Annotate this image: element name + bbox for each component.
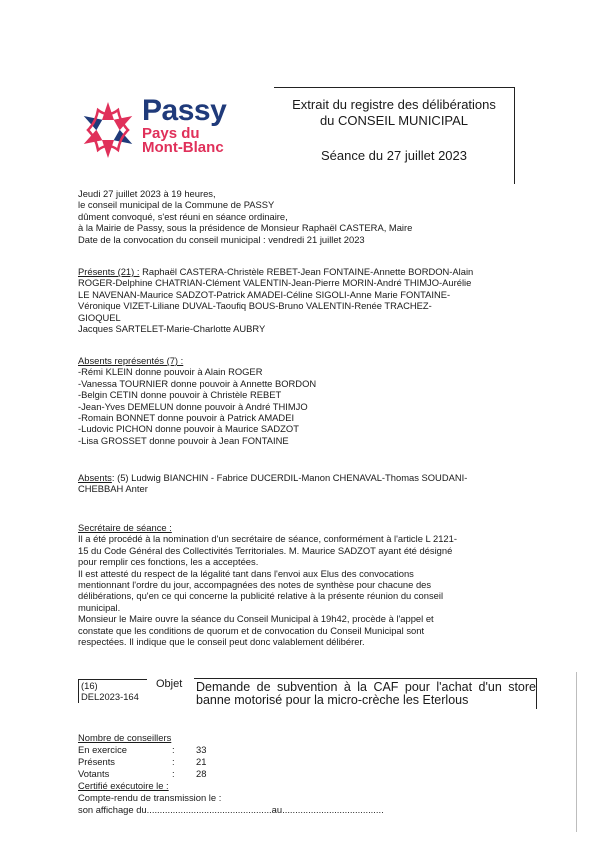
secretaire-line: 15 du Code Général des Collectivités Territoriales. M. Maurice SADZOT ayant été désigné: [78, 544, 453, 556]
presents-line: LE NAVENAN-Maurice SADZOT-Patrick AMADEI-Céline SIGOLI-Anne Marie FONTAINE-: [78, 288, 451, 300]
count-sep: :: [172, 768, 175, 779]
affichage-label: son affichage du................................................au.......................................: [78, 804, 384, 815]
session-date: Séance du 27 juillet 2023: [320, 148, 467, 163]
absents-representes-block: [78, 355, 518, 446]
conseillers-block: [78, 732, 278, 743]
secretaire-line: Il a été procédé à la nomination d'un secrétaire de séance, conformément à l'article L 2121-: [78, 533, 457, 545]
presents-line: Jacques SARTELET-Marie-Charlotte AUBRY: [78, 323, 266, 335]
header-box: [274, 87, 515, 184]
presents-label: Présents (21) :: [78, 266, 140, 277]
deliberation-ref-box: [78, 679, 147, 703]
proxy-item: -Lisa GROSSET donne pouvoir à Jean FONTAINE: [78, 434, 289, 446]
margin-line: [576, 672, 577, 832]
header-line2: du CONSEIL MUNICIPAL: [319, 113, 469, 128]
presents-block: [78, 266, 534, 334]
count-value: 21: [196, 756, 207, 767]
passy-logo: [78, 96, 263, 166]
proxy-item: -Jean-Yves DEMELUN donne pouvoir à André THIMJO: [78, 400, 308, 412]
count-row: Votants: [78, 768, 110, 779]
intro-line: à la Mairie de Passy, sous la présidence de Monsieur Raphaël CASTERA, Maire: [78, 222, 413, 234]
proxy-item: -Rémi KLEIN donne pouvoir à Alain ROGER: [78, 366, 263, 378]
proxy-item: -Vanessa TOURNIER donne pouvoir à Annette BORDON: [78, 377, 317, 389]
intro-line: le conseil municipal de la Commune de PASSY: [78, 199, 275, 211]
objet-title: Demande de subvention à la CAF pour l'achat d'un store banne motorisé pour la micro-crèche les Eterlous: [196, 680, 536, 707]
deliberation-ref: DEL2023-164: [81, 691, 139, 703]
proxy-item: -Romain BONNET donne pouvoir à Patrick AMADEI: [78, 412, 295, 424]
secretaire-line: Il est attesté du respect de la légalité tant dans l'envoi aux Elus des convocations: [78, 567, 414, 579]
secretaire-line: constate que les conditions de quorum et de convocation du Conseil Municipal sont: [78, 624, 425, 636]
deliberation-number: (16): [81, 680, 98, 691]
count-value: 33: [196, 744, 207, 755]
intro-block: [78, 188, 518, 245]
logo-wordmark: Passy: [142, 94, 227, 127]
objet-label: Objet: [156, 678, 183, 690]
intro-line: Date de la convocation du conseil municipal : vendredi 21 juillet 2023: [78, 233, 365, 245]
absents-block: [78, 472, 534, 495]
secretaire-block: [78, 522, 534, 647]
absents-line: : (5) Ludwig BIANCHIN - Fabrice DUCERDIL-Manon CHENAVAL-Thomas SOUDANI-: [111, 472, 468, 483]
count-value: 28: [196, 768, 207, 779]
transmission-label: Compte-rendu de transmission le :: [78, 792, 222, 803]
count-row: Présents: [78, 756, 115, 767]
header-line1: Extrait du registre des délibérations: [292, 97, 496, 112]
secretaire-line: Monsieur le Maire ouvre la séance du Conseil Municipal à 19h42, procède à l'appel et: [78, 613, 434, 625]
secretaire-line: pour remplir ces fonctions, les a acceptées.: [78, 556, 259, 568]
secretaire-line: municipal.: [78, 601, 121, 613]
passy-star-icon: [78, 98, 138, 162]
objet-box: [194, 678, 537, 709]
logo-subtitle: Pays du Mont-Blanc: [142, 125, 224, 156]
absents-representes-label: Absents représentés (7) :: [78, 355, 184, 366]
proxy-item: -Ludovic PICHON donne pouvoir à Maurice SADZOT: [78, 423, 299, 435]
intro-line: dûment convoqué, s'est réuni en séance ordinaire,: [78, 210, 288, 222]
presents-line: ROGER-Delphine CHATRIAN-Clément VALENTIN-Jean-Pierre MORIN-André THIMJO-Aurélie: [78, 277, 472, 289]
proxy-item: -Belgin CETIN donne pouvoir à Christèle REBET: [78, 389, 282, 401]
presents-line: Véronique VIZET-Liliane DUVAL-Taoufiq BOUS-Bruno VALENTIN-Renée TRACHEZ-: [78, 300, 432, 312]
presents-line: Raphaël CASTERA-Christèle REBET-Jean FONTAINE-Annette BORDON-Alain: [142, 266, 474, 277]
secretaire-line: mentionnant l'ordre du jour, accompagnées des notes de synthèse pour chacune des: [78, 579, 432, 591]
certifie-label: Certifié exécutoire le :: [78, 780, 169, 791]
secretaire-label: Secrétaire de séance :: [78, 522, 172, 533]
count-sep: :: [172, 756, 175, 767]
count-row: En exercice: [78, 744, 127, 755]
intro-line: Jeudi 27 juillet 2023 à 19 heures,: [78, 188, 216, 199]
count-sep: :: [172, 744, 175, 755]
conseillers-label: Nombre de conseillers: [78, 732, 172, 743]
absents-label: Absents: [78, 472, 112, 483]
absents-line: CHEBBAH Anter: [78, 483, 148, 495]
presents-line: GIOQUEL: [78, 311, 121, 323]
secretaire-line: respectées. Il indique que le conseil peut donc valablement délibérer.: [78, 636, 365, 648]
secretaire-line: délibérations, qu'en ce qui concerne la publicité relative à la présente réunion du conseil: [78, 590, 444, 602]
